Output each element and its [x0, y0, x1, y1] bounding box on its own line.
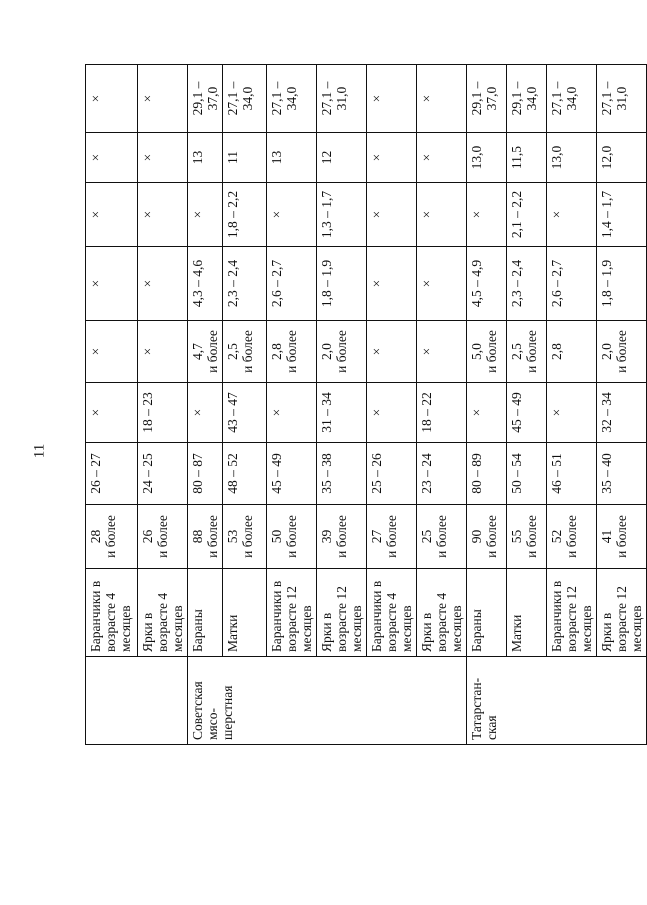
wool-len-cell: 18 – 23: [138, 383, 188, 443]
fineness-cell: 12,0: [597, 133, 647, 183]
category-cell: Матки: [507, 569, 547, 657]
wool-range-cell: ×: [367, 247, 417, 321]
fineness-cell: 13: [267, 133, 317, 183]
fineness-cell: 13,0: [547, 133, 597, 183]
range-weight-cell: 23 – 24: [417, 443, 467, 505]
page-number: 11: [31, 443, 48, 459]
live-weight-cell: 90 и более: [467, 505, 507, 569]
fineness-cell: 13,0: [467, 133, 507, 183]
fineness-min-cell: 2,1 – 2,2: [507, 183, 547, 247]
fineness-cell: ×: [138, 133, 188, 183]
wool-len-cell: ×: [267, 383, 317, 443]
table-row: [367, 65, 417, 745]
wool-len-cell: 43 – 47: [223, 383, 267, 443]
wool-len-cell: 45 – 49: [507, 383, 547, 443]
yield-cell: 27,1 – 34,0: [267, 65, 317, 133]
range-weight-cell: 35 – 38: [317, 443, 367, 505]
category-cell: Бараны: [188, 569, 223, 657]
range-weight-cell: 48 – 52: [223, 443, 267, 505]
range-weight-cell: 80 – 89: [467, 443, 507, 505]
table-row: [597, 65, 647, 745]
range-weight-cell: 24 – 25: [138, 443, 188, 505]
live-weight-cell: 26 и более: [138, 505, 188, 569]
category-cell: Баранчики в возрасте 12 месяцев: [267, 569, 317, 657]
fineness-min-cell: ×: [188, 183, 223, 247]
fineness-min-cell: ×: [267, 183, 317, 247]
yield-cell: 29,1 – 37,0: [188, 65, 223, 133]
breeding-standards-table: [85, 64, 647, 745]
breed-cell: Советская мясо-шерстная: [188, 657, 467, 745]
fineness-cell: 13: [188, 133, 223, 183]
wool-range-cell: ×: [138, 247, 188, 321]
category-cell: Ярки в возрасте 4 месяцев: [138, 569, 188, 657]
wool-len-cell: ×: [547, 383, 597, 443]
wool-len-cell: ×: [86, 383, 138, 443]
wool-range-cell: 4,5 – 4,9: [467, 247, 507, 321]
yield-cell: 27,1 – 31,0: [597, 65, 647, 133]
range-weight-cell: 50 – 54: [507, 443, 547, 505]
fineness-min-cell: ×: [367, 183, 417, 247]
fineness-cell: 11,5: [507, 133, 547, 183]
min-wool-cell: ×: [138, 321, 188, 383]
min-wool-cell: ×: [367, 321, 417, 383]
min-wool-cell: 2,8: [547, 321, 597, 383]
live-weight-cell: 41 и более: [597, 505, 647, 569]
wool-range-cell: 4,3 – 4,6: [188, 247, 223, 321]
range-weight-cell: 80 – 87: [188, 443, 223, 505]
fineness-cell: 12: [317, 133, 367, 183]
min-wool-cell: 2,5 и более: [507, 321, 547, 383]
yield-cell: 29,1 – 37,0: [467, 65, 507, 133]
range-weight-cell: 45 – 49: [267, 443, 317, 505]
wool-range-cell: ×: [86, 247, 138, 321]
min-wool-cell: 2,0 и более: [597, 321, 647, 383]
live-weight-cell: 52 и более: [547, 505, 597, 569]
fineness-cell: 11: [223, 133, 267, 183]
yield-cell: 29,1 – 34,0: [507, 65, 547, 133]
live-weight-cell: 25 и более: [417, 505, 467, 569]
wool-range-cell: 1,8 – 1,9: [317, 247, 367, 321]
yield-cell: 27,1 – 34,0: [547, 65, 597, 133]
yield-cell: ×: [138, 65, 188, 133]
category-cell: Баранчики в возрасте 4 месяцев: [86, 569, 138, 657]
fineness-cell: ×: [417, 133, 467, 183]
min-wool-cell: ×: [417, 321, 467, 383]
min-wool-cell: 2,0 и более: [317, 321, 367, 383]
fineness-min-cell: ×: [417, 183, 467, 247]
fineness-min-cell: 1,8 – 2,2: [223, 183, 267, 247]
wool-range-cell: 2,6 – 2,7: [547, 247, 597, 321]
live-weight-cell: 55 и более: [507, 505, 547, 569]
yield-cell: 27,1 – 34,0: [223, 65, 267, 133]
fineness-min-cell: ×: [138, 183, 188, 247]
wool-range-cell: 2,3 – 2,4: [507, 247, 547, 321]
table-row: [547, 65, 597, 745]
breed-cell: [86, 657, 188, 745]
table-row: [138, 65, 188, 745]
min-wool-cell: 5,0 и более: [467, 321, 507, 383]
table-row: [86, 65, 138, 745]
wool-range-cell: 2,6 – 2,7: [267, 247, 317, 321]
category-cell: Матки: [223, 569, 267, 657]
live-weight-cell: 88 и более: [188, 505, 223, 569]
yield-cell: 27,1 – 31,0: [317, 65, 367, 133]
min-wool-cell: 2,5 и более: [223, 321, 267, 383]
table-row: [467, 65, 507, 745]
yield-cell: ×: [86, 65, 138, 133]
table-row: [507, 65, 547, 745]
fineness-min-cell: ×: [467, 183, 507, 247]
category-cell: Ярки в возрасте 4 месяцев: [417, 569, 467, 657]
category-cell: Ярки в возрасте 12 месяцев: [597, 569, 647, 657]
wool-len-cell: ×: [188, 383, 223, 443]
wool-len-cell: ×: [467, 383, 507, 443]
fineness-cell: ×: [86, 133, 138, 183]
live-weight-cell: 50 и более: [267, 505, 317, 569]
wool-range-cell: 1,8 – 1,9: [597, 247, 647, 321]
category-cell: Баранчики в возрасте 4 месяцев: [367, 569, 417, 657]
wool-len-cell: 32 – 34: [597, 383, 647, 443]
range-weight-cell: 46 – 51: [547, 443, 597, 505]
live-weight-cell: 53 и более: [223, 505, 267, 569]
range-weight-cell: 35 – 40: [597, 443, 647, 505]
fineness-cell: ×: [367, 133, 417, 183]
fineness-min-cell: 1,4 – 1,7: [597, 183, 647, 247]
table-row: [417, 65, 467, 745]
breed-cell: Татарстан-ская: [467, 657, 647, 745]
fineness-min-cell: ×: [547, 183, 597, 247]
wool-len-cell: 31 – 34: [317, 383, 367, 443]
range-weight-cell: 25 – 26: [367, 443, 417, 505]
table-row: [188, 65, 223, 745]
category-cell: Баранчики в возрасте 12 месяцев: [547, 569, 597, 657]
wool-range-cell: ×: [417, 247, 467, 321]
category-cell: Бараны: [467, 569, 507, 657]
category-cell: Ярки в возрасте 12 месяцев: [317, 569, 367, 657]
live-weight-cell: 39 и более: [317, 505, 367, 569]
live-weight-cell: 27 и более: [367, 505, 417, 569]
table-row: [317, 65, 367, 745]
min-wool-cell: ×: [86, 321, 138, 383]
wool-len-cell: 18 – 22: [417, 383, 467, 443]
min-wool-cell: 2,8 и более: [267, 321, 317, 383]
table-row: [267, 65, 317, 745]
table-row: [223, 65, 267, 745]
live-weight-cell: 28 и более: [86, 505, 138, 569]
yield-cell: ×: [417, 65, 467, 133]
table-body: [86, 65, 647, 745]
yield-cell: ×: [367, 65, 417, 133]
min-wool-cell: 4,7 и более: [188, 321, 223, 383]
fineness-min-cell: 1,3 – 1,7: [317, 183, 367, 247]
range-weight-cell: 26 – 27: [86, 443, 138, 505]
rotated-table-container: [85, 65, 644, 745]
fineness-min-cell: ×: [86, 183, 138, 247]
wool-range-cell: 2,3 – 2,4: [223, 247, 267, 321]
wool-len-cell: ×: [367, 383, 417, 443]
